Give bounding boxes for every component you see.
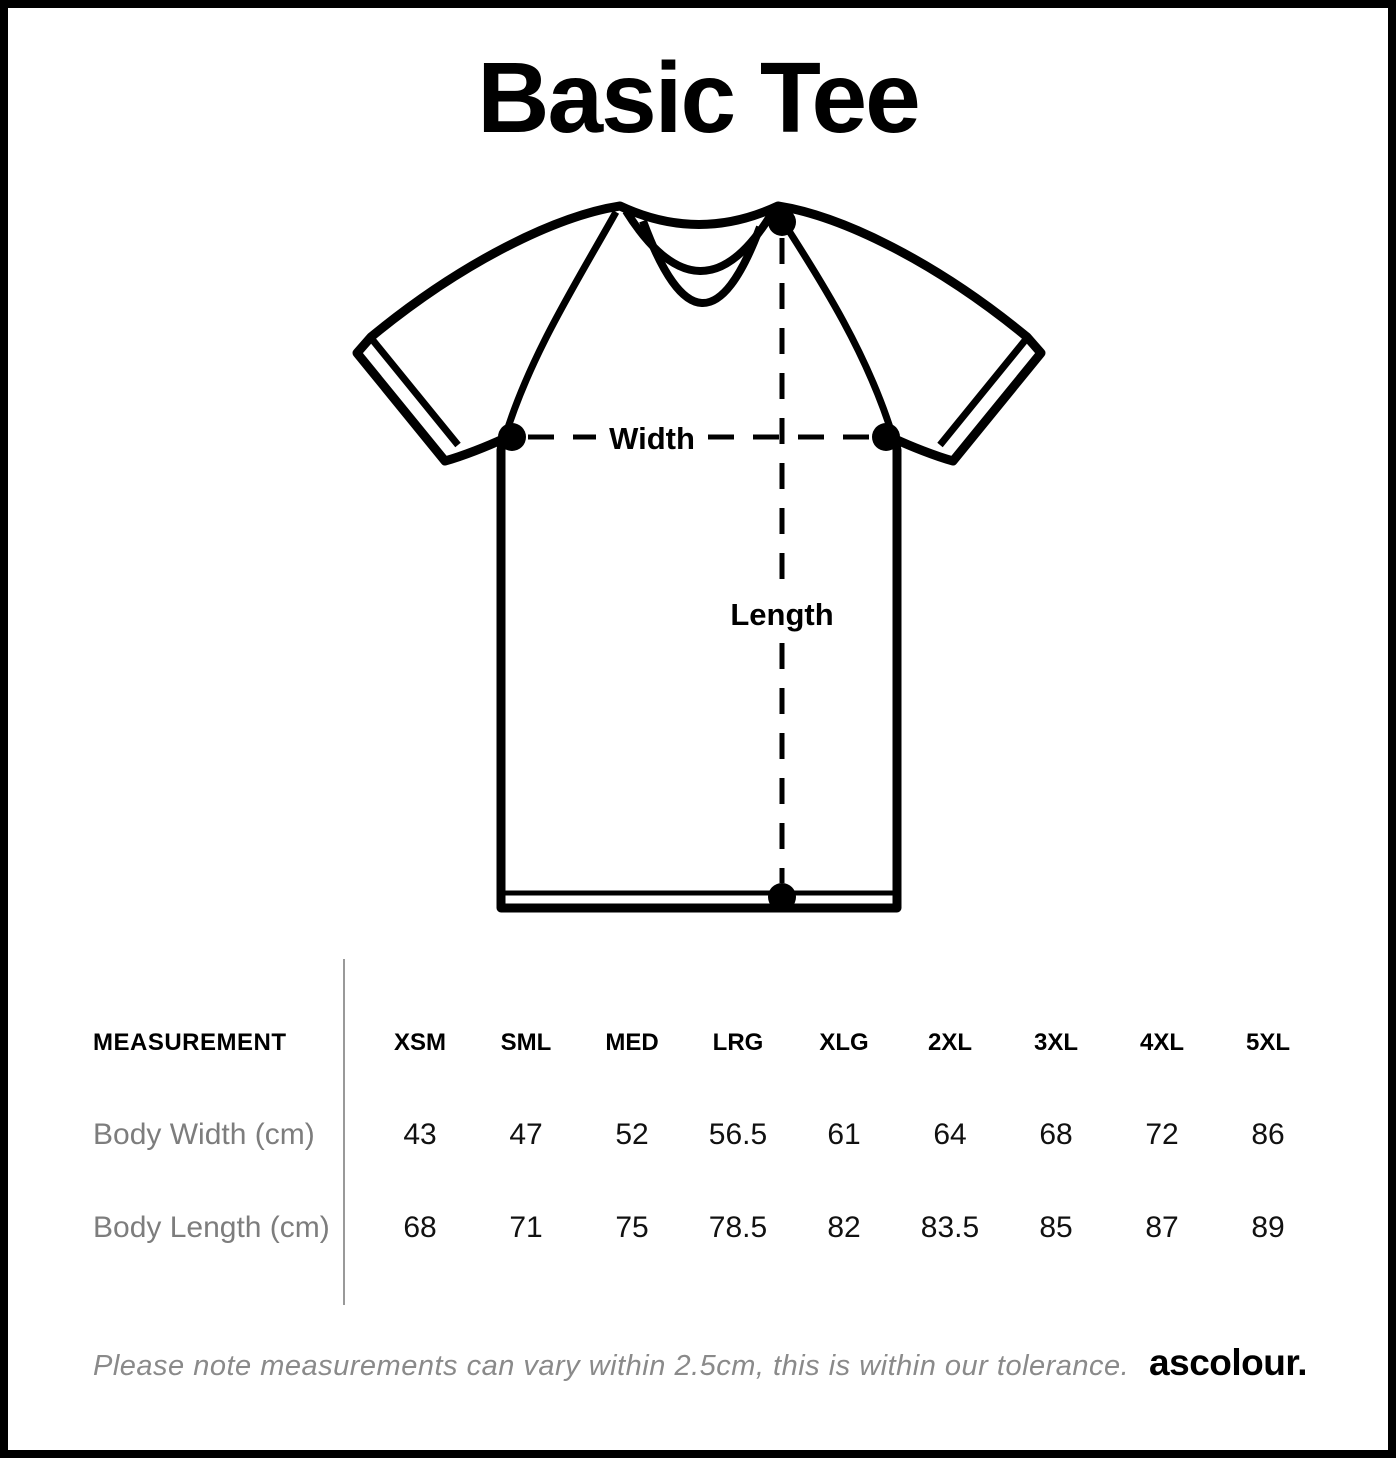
size-value-cell: 72 <box>1145 1118 1179 1151</box>
measurement-column-header: MEASUREMENT <box>93 1029 287 1056</box>
size-value-cell: 68 <box>1039 1118 1073 1151</box>
size-column-header-3xl: 3XL <box>1033 1029 1078 1056</box>
size-column-header-5xl: 5XL <box>1245 1029 1290 1056</box>
product-title: Basic Tee <box>477 42 919 154</box>
size-column-header-xsm: XSM <box>393 1029 446 1056</box>
left-armpit-dot <box>498 423 526 451</box>
tshirt-outline <box>357 206 1041 908</box>
right-armpit-dot <box>872 423 900 451</box>
size-value-cell: 82 <box>827 1211 861 1244</box>
size-value-cell: 47 <box>509 1118 543 1151</box>
size-value-cell: 56.5 <box>708 1118 768 1151</box>
size-value-cell: 87 <box>1145 1211 1179 1244</box>
size-value-cell: 78.5 <box>708 1211 768 1244</box>
footer <box>93 1342 1307 1384</box>
tshirt-diagram <box>330 185 1070 925</box>
size-value-cell: 64 <box>933 1118 967 1151</box>
size-column-header-2xl: 2XL <box>927 1029 972 1056</box>
body-width-row <box>93 1113 1321 1157</box>
size-column-header-xlg: XLG <box>819 1029 869 1056</box>
size-value-cell: 43 <box>403 1118 437 1151</box>
size-column-header-med: MED <box>605 1029 659 1056</box>
size-value-cell: 68 <box>403 1211 437 1244</box>
width-measure-label: Width <box>609 421 695 456</box>
size-value-cell: 71 <box>509 1211 543 1244</box>
measurement-row-label: Body Width (cm) <box>93 1118 315 1151</box>
tolerance-note: Please note measurements can vary within 2.5cm, this is within our tolerance. <box>93 1350 1130 1382</box>
size-column-header-lrg: LRG <box>712 1029 764 1056</box>
size-column-header-sml: SML <box>500 1029 552 1056</box>
ascolour-logo: ascolour. <box>1149 1342 1307 1383</box>
size-value-cell: 61 <box>827 1118 861 1151</box>
size-value-cell: 75 <box>615 1211 649 1244</box>
measurement-row-label: Body Length (cm) <box>93 1211 330 1244</box>
size-table-header-row <box>93 1021 1321 1065</box>
size-column-header-4xl: 4XL <box>1139 1029 1184 1056</box>
size-value-cell: 52 <box>615 1118 649 1151</box>
shoulder-point-dot <box>768 208 796 236</box>
size-value-cell: 83.5 <box>920 1211 980 1244</box>
size-value-cell: 85 <box>1039 1211 1073 1244</box>
size-value-cell: 89 <box>1251 1211 1285 1244</box>
body-length-row <box>93 1206 1321 1250</box>
hem-point-dot <box>768 883 796 911</box>
length-measure-label: Length <box>730 597 834 632</box>
size-value-cell: 86 <box>1251 1118 1285 1151</box>
